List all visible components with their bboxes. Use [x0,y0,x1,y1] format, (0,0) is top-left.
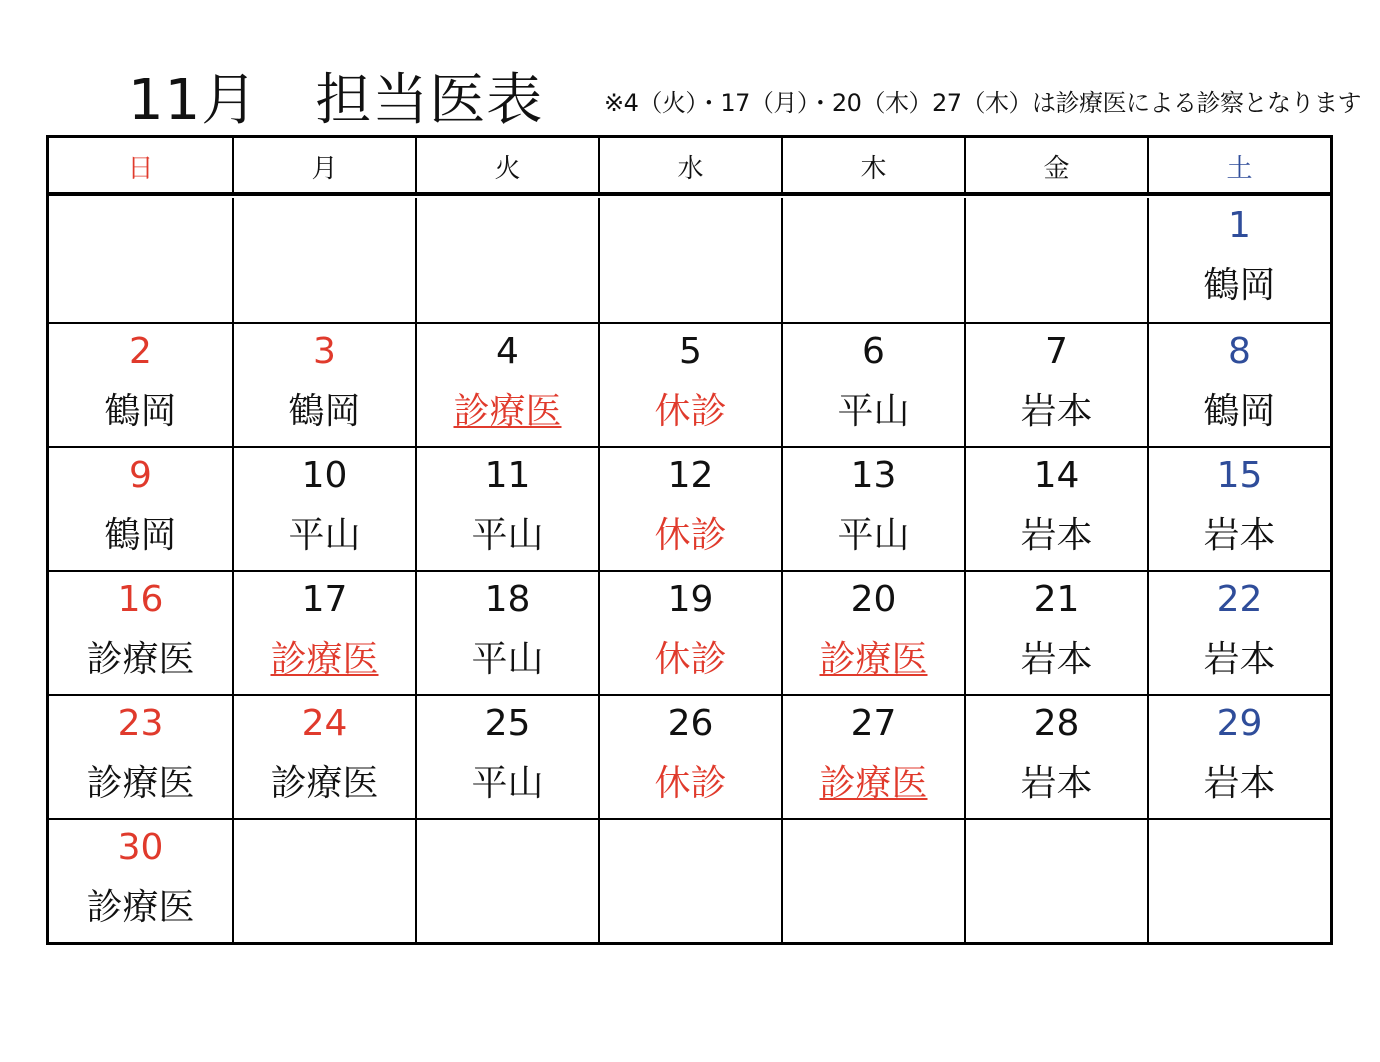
day-cell [781,198,964,322]
day-cell [1147,696,1330,818]
day-cell [598,820,781,942]
day-cell [415,820,598,942]
doctor-name: 鶴岡 [104,515,177,556]
doctor-name: 平山 [837,391,910,432]
day-number: 8 [1228,331,1251,372]
day-cell [232,572,415,694]
doctor-name: 休診 [654,763,727,804]
day-number: 26 [667,703,714,744]
day-number: 17 [301,579,348,620]
day-cell [49,820,232,942]
day-cell [1147,198,1330,322]
doctor-name: 鶴岡 [1203,265,1276,306]
day-cell [232,448,415,570]
day-cell [964,198,1147,322]
day-cell [781,448,964,570]
weekday-header-friday: 金 [964,138,1147,194]
doctor-name: 岩本 [1020,515,1093,556]
day-cell [964,324,1147,446]
day-cell [415,448,598,570]
day-number: 21 [1033,579,1080,620]
doctor-name: 平山 [471,763,544,804]
doctor-name: 診療医 [819,639,928,680]
day-number: 19 [667,579,714,620]
day-number: 13 [850,455,897,496]
day-number: 9 [129,455,152,496]
day-cell [49,324,232,446]
day-cell [598,696,781,818]
day-number: 20 [850,579,897,620]
day-number: 29 [1216,703,1263,744]
doctor-name: 平山 [471,639,544,680]
weekday-header-wednesday: 水 [598,138,781,194]
page-title: 11月 担当医表 [128,68,544,133]
doctor-name: 平山 [837,515,910,556]
doctor-name: 診療医 [270,639,379,680]
day-cell [415,198,598,322]
day-cell [49,448,232,570]
day-cell [598,448,781,570]
day-cell [964,572,1147,694]
week-row [49,446,1330,570]
day-number: 24 [301,703,348,744]
day-cell [49,198,232,322]
day-cell [1147,324,1330,446]
day-cell [781,696,964,818]
day-number: 7 [1045,331,1068,372]
doctor-name: 休診 [654,515,727,556]
doctor-name: 岩本 [1203,763,1276,804]
doctor-name: 診療医 [86,763,195,804]
day-number: 4 [496,331,519,372]
day-cell [964,696,1147,818]
calendar-grid [49,198,1330,942]
day-number: 30 [117,827,164,868]
day-number: 10 [301,455,348,496]
doctor-name: 平山 [288,515,361,556]
day-number: 27 [850,703,897,744]
day-number: 23 [117,703,164,744]
day-number: 14 [1033,455,1080,496]
day-cell [781,572,964,694]
day-cell [415,572,598,694]
doctor-name: 平山 [471,515,544,556]
weekday-header-thursday: 木 [781,138,964,194]
day-number: 11 [484,455,531,496]
doctor-name: 休診 [654,391,727,432]
doctor-name: 岩本 [1203,515,1276,556]
day-cell [964,820,1147,942]
day-number: 25 [484,703,531,744]
day-number: 22 [1216,579,1263,620]
day-cell [1147,572,1330,694]
doctor-name: 岩本 [1203,639,1276,680]
day-cell [1147,448,1330,570]
doctor-name: 鶴岡 [288,391,361,432]
week-row [49,570,1330,694]
calendar-table [46,135,1333,945]
doctor-name: 岩本 [1020,639,1093,680]
day-number: 12 [667,455,714,496]
doctor-name: 診療医 [270,763,379,804]
day-cell [232,198,415,322]
doctor-name: 診療医 [86,887,195,928]
day-cell [781,820,964,942]
day-cell [1147,820,1330,942]
day-cell [781,324,964,446]
day-cell [49,696,232,818]
weekday-header-saturday: 土 [1147,138,1330,194]
doctor-name: 鶴岡 [1203,391,1276,432]
day-number: 28 [1033,703,1080,744]
day-number: 6 [862,331,885,372]
day-number: 16 [117,579,164,620]
week-row [49,198,1330,322]
doctor-name: 診療医 [819,763,928,804]
weekday-header-row [49,138,1330,194]
week-row [49,818,1330,942]
day-cell [232,324,415,446]
day-number: 1 [1228,205,1251,246]
doctor-name: 診療医 [453,391,562,432]
day-number: 15 [1216,455,1263,496]
day-number: 2 [129,331,152,372]
week-row [49,694,1330,818]
day-cell [49,572,232,694]
weekday-header-sunday: 日 [127,153,154,184]
header-divider [49,192,1330,196]
weekday-header-tuesday: 火 [415,138,598,194]
day-cell [232,820,415,942]
doctor-name: 岩本 [1020,763,1093,804]
day-number: 3 [313,331,336,372]
week-row [49,322,1330,446]
doctor-name: 診療医 [86,639,195,680]
day-cell [232,696,415,818]
day-cell [598,572,781,694]
weekday-header-monday: 月 [232,138,415,194]
day-number: 18 [484,579,531,620]
day-cell [415,696,598,818]
day-cell [964,448,1147,570]
doctor-name: 休診 [654,639,727,680]
doctor-name: 岩本 [1020,391,1093,432]
schedule-note: ※4（火）・17（月）・20（木）27（木）は診療医による診察となります [604,89,1361,117]
day-cell [415,324,598,446]
day-number: 5 [679,331,702,372]
doctor-name: 鶴岡 [104,391,177,432]
day-cell [598,324,781,446]
day-cell [598,198,781,322]
